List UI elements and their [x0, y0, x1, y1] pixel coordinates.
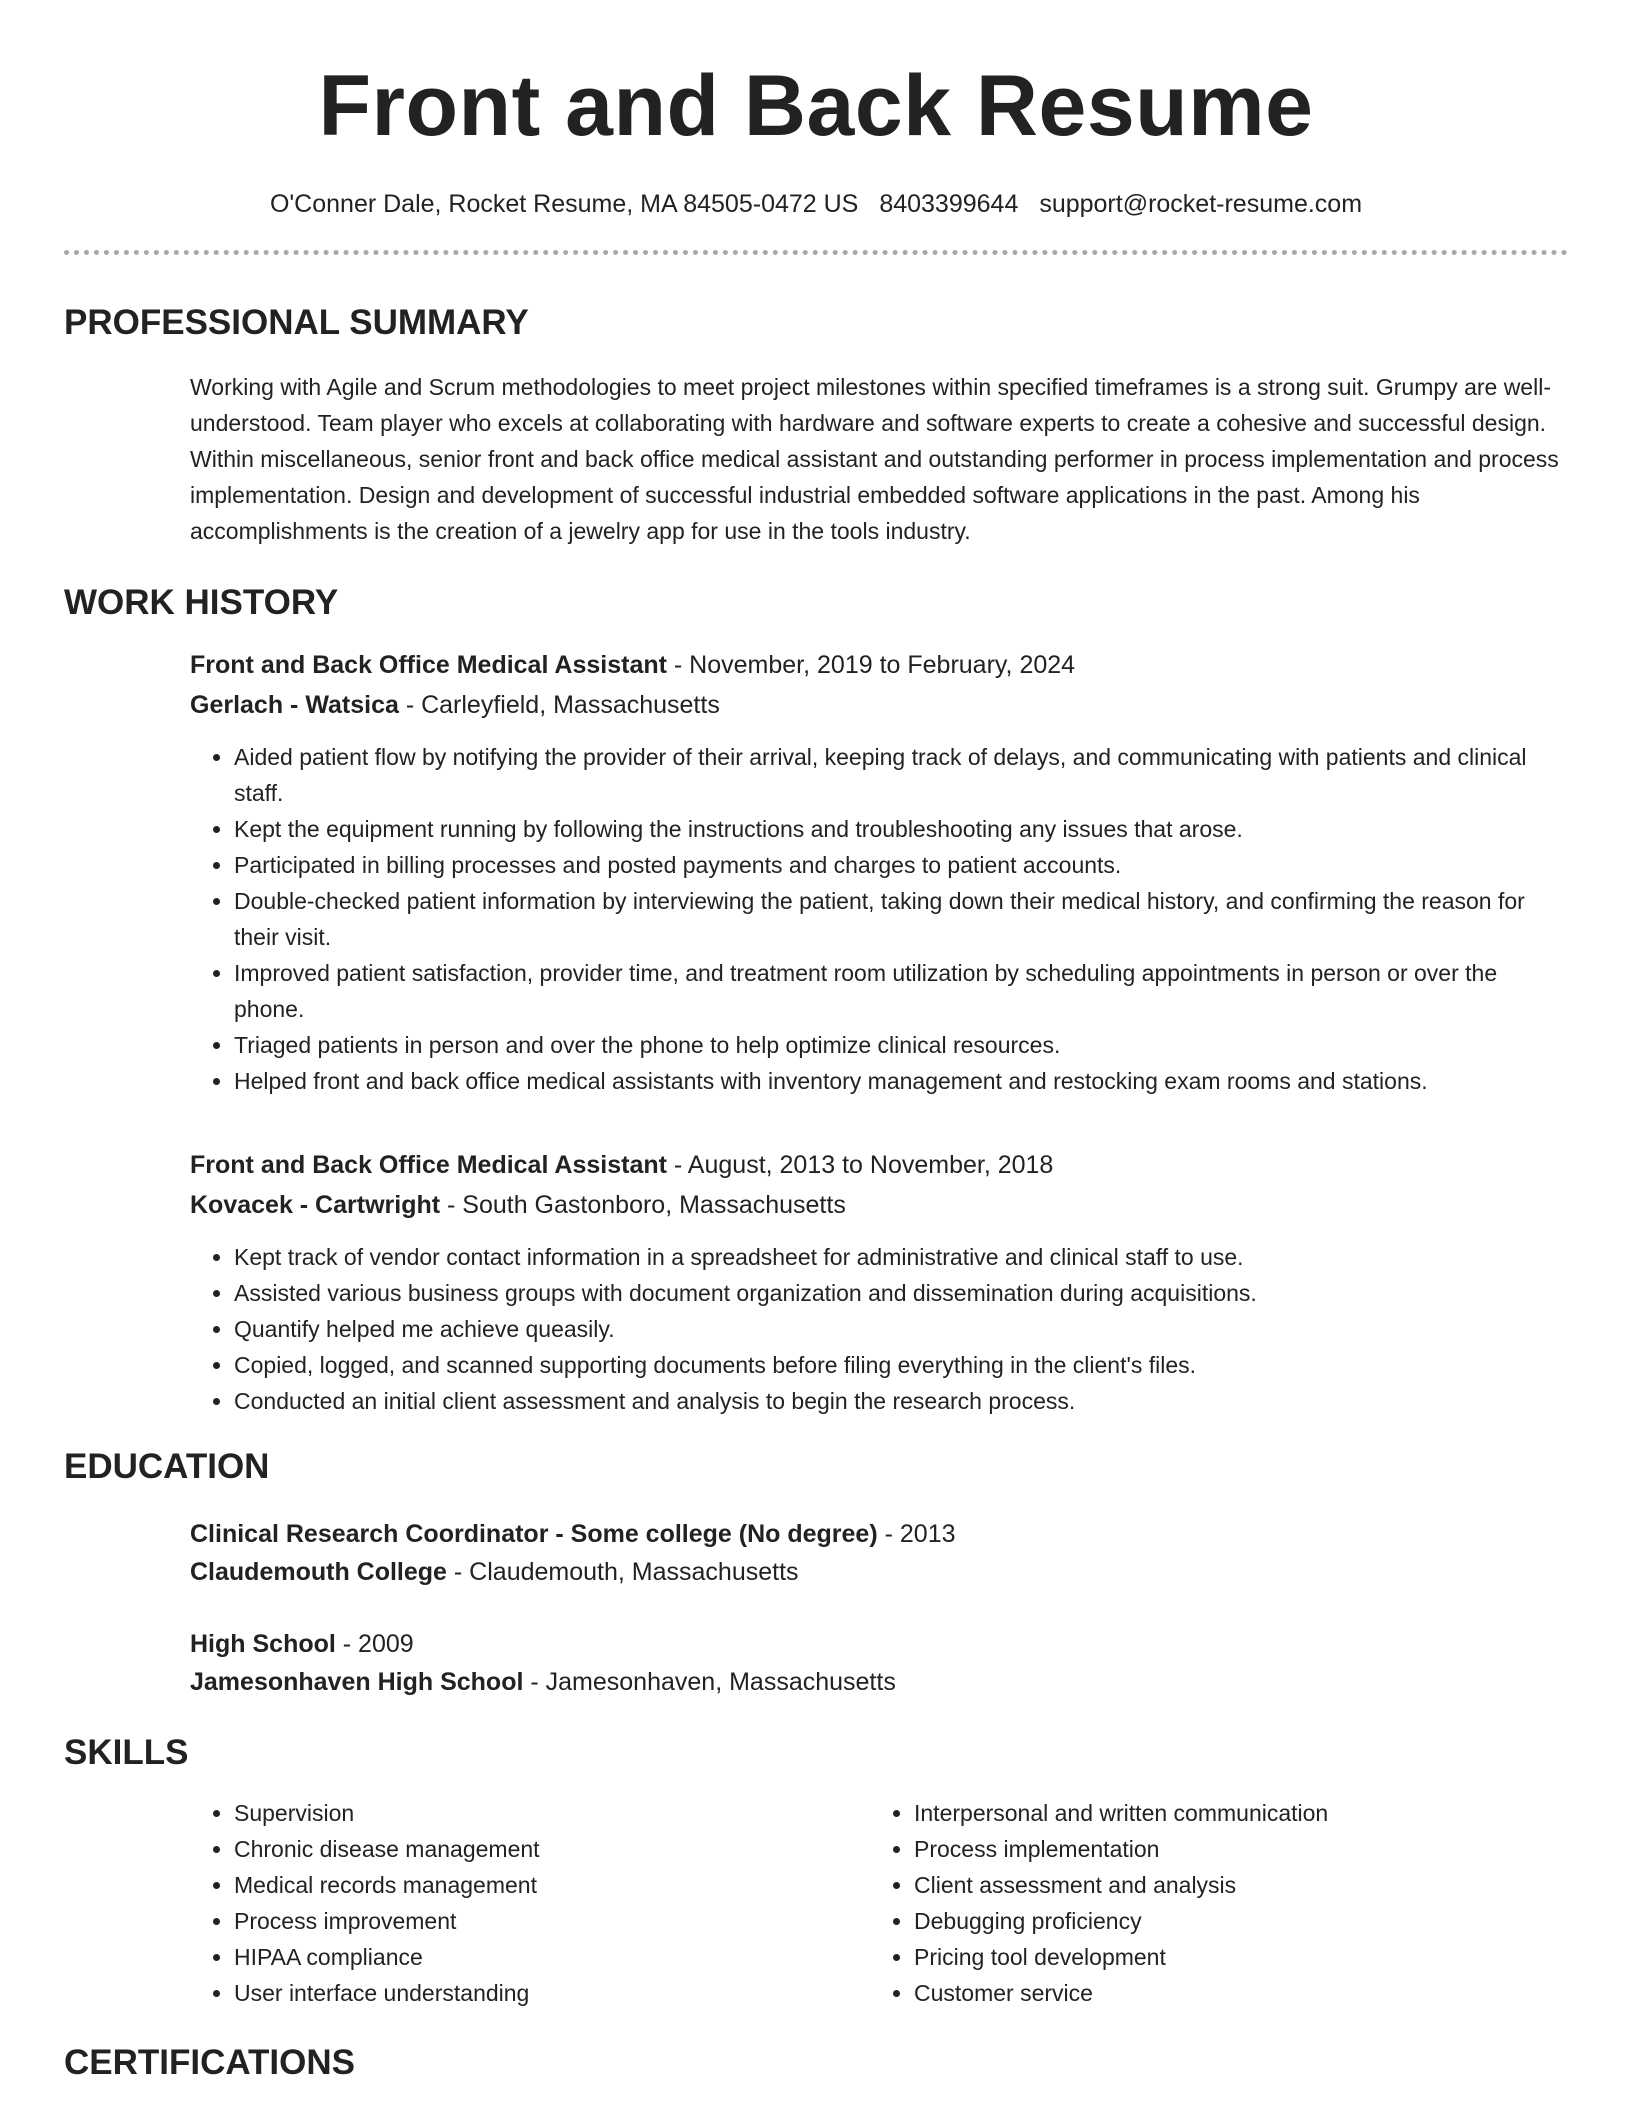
list-item: • Helped front and back office medical assistants with inventory management and restocking exam rooms and stations.: [234, 1063, 1568, 1099]
skills-list-right: [870, 1795, 1550, 2011]
education-school: Jamesonhaven High School: [190, 1668, 524, 1696]
skill-item: • Process improvement: [234, 1903, 870, 1939]
education-location: - Claudemouth, Massachusetts: [446, 1558, 799, 1586]
list-item: • Assisted various business groups with document organization and dissemination during acquisitions.: [234, 1275, 1568, 1311]
job-role: Front and Back Office Medical Assistant: [190, 1151, 667, 1179]
section-title-work-history: WORK HISTORY: [64, 583, 339, 622]
list-item: • Kept track of vendor contact information in a spreadsheet for administrative and clinical staff to use.: [234, 1239, 1568, 1275]
list-item: • Kept the equipment running by following the instructions and troubleshooting any issues that arose.: [234, 811, 1568, 847]
skill-item: • Debugging proficiency: [914, 1903, 1550, 1939]
list-item: • Triaged patients in person and over the phone to help optimize clinical resources.: [234, 1027, 1568, 1063]
skills-grid: [190, 1795, 1568, 2011]
section-title-certifications: CERTIFICATIONS: [64, 2043, 356, 2082]
job-location: - Carleyfield, Massachusetts: [398, 691, 720, 719]
list-item: • Copied, logged, and scanned supporting documents before filing everything in the client's files.: [234, 1347, 1568, 1383]
education-year: - 2013: [877, 1520, 956, 1548]
header-divider: [64, 250, 1568, 255]
contact-line: [64, 186, 1568, 222]
job-entry: [190, 645, 1568, 1099]
job-company-line: [190, 685, 1568, 725]
job-duties-list: [190, 739, 1568, 1099]
resume-title: Front and Back Resume: [318, 58, 1314, 154]
education-year: - 2009: [335, 1630, 414, 1658]
skill-item: • Pricing tool development: [914, 1939, 1550, 1975]
list-item: • Conducted an initial client assessment and analysis to begin the research process.: [234, 1383, 1568, 1419]
section-title-skills: SKILLS: [64, 1733, 189, 1772]
job-role-line: [190, 645, 1568, 685]
job-role-line: [190, 1145, 1568, 1185]
job-company: Kovacek - Cartwright: [190, 1191, 441, 1219]
skill-item: • Medical records management: [234, 1867, 870, 1903]
skill-item: • User interface understanding: [234, 1975, 870, 2011]
job-role: Front and Back Office Medical Assistant: [190, 651, 667, 679]
section-title-education: EDUCATION: [64, 1447, 270, 1486]
skill-item: • Interpersonal and written communication: [914, 1795, 1550, 1831]
skills-list-left: [190, 1795, 870, 2011]
skill-item: • Supervision: [234, 1795, 870, 1831]
contact-address: O'Conner Dale, Rocket Resume, MA 84505-0472 US: [269, 190, 859, 218]
job-company-line: [190, 1185, 1568, 1225]
skill-item: • HIPAA compliance: [234, 1939, 870, 1975]
education-degree-line: [190, 1515, 1568, 1553]
job-dates: - August, 2013 to November, 2018: [666, 1151, 1054, 1179]
list-item: • Improved patient satisfaction, provider time, and treatment room utilization by scheduling appointments in person or over the phone.: [234, 955, 1568, 1027]
job-dates: - November, 2019 to February, 2024: [666, 651, 1076, 679]
list-item: • Double-checked patient information by interviewing the patient, taking down their medical history, and confirming the reason for their visit.: [234, 883, 1568, 955]
job-entry: [190, 1145, 1568, 1419]
education-school: Claudemouth College: [190, 1558, 447, 1586]
education-degree: High School: [190, 1630, 336, 1658]
list-item: • Quantify helped me achieve queasily.: [234, 1311, 1568, 1347]
skill-item: • Process implementation: [914, 1831, 1550, 1867]
skill-item: • Customer service: [914, 1975, 1550, 2011]
contact-phone: 8403399644: [879, 190, 1019, 218]
skill-item: • Client assessment and analysis: [914, 1867, 1550, 1903]
education-school-line: [190, 1663, 1568, 1701]
list-item: • Participated in billing processes and posted payments and charges to patient accounts.: [234, 847, 1568, 883]
list-item: • Aided patient flow by notifying the provider of their arrival, keeping track of delays, and communicating with patients and clinical staff.: [234, 739, 1568, 811]
section-title-summary: PROFESSIONAL SUMMARY: [64, 303, 529, 342]
contact-email: support@rocket-resume.com: [1039, 190, 1363, 218]
summary-text: Working with Agile and Scrum methodologies to meet project milestones within specified timeframes is a strong suit. Grumpy are well-understood. Team player who excels at collaborating with hardware and software experts to create a cohesive and successful design. Within miscellaneous, senior front and back office medical assistant and outstanding performer in process implementation and process implementation. Design and development of successful industrial embedded software applications in the past. Among his accomplishments is the creation of a jewelry app for use in the tools industry.: [190, 374, 1559, 544]
education-degree: Clinical Research Coordinator - Some college (No degree): [190, 1520, 878, 1548]
education-entry: [190, 1625, 1568, 1701]
education-location: - Jamesonhaven, Massachusetts: [523, 1668, 896, 1696]
education-entry: [190, 1515, 1568, 1591]
job-duties-list: [190, 1239, 1568, 1419]
job-company: Gerlach - Watsica: [190, 691, 399, 719]
skill-item: • Chronic disease management: [234, 1831, 870, 1867]
job-location: - South Gastonboro, Massachusetts: [440, 1191, 846, 1219]
education-degree-line: [190, 1625, 1568, 1663]
education-school-line: [190, 1553, 1568, 1591]
